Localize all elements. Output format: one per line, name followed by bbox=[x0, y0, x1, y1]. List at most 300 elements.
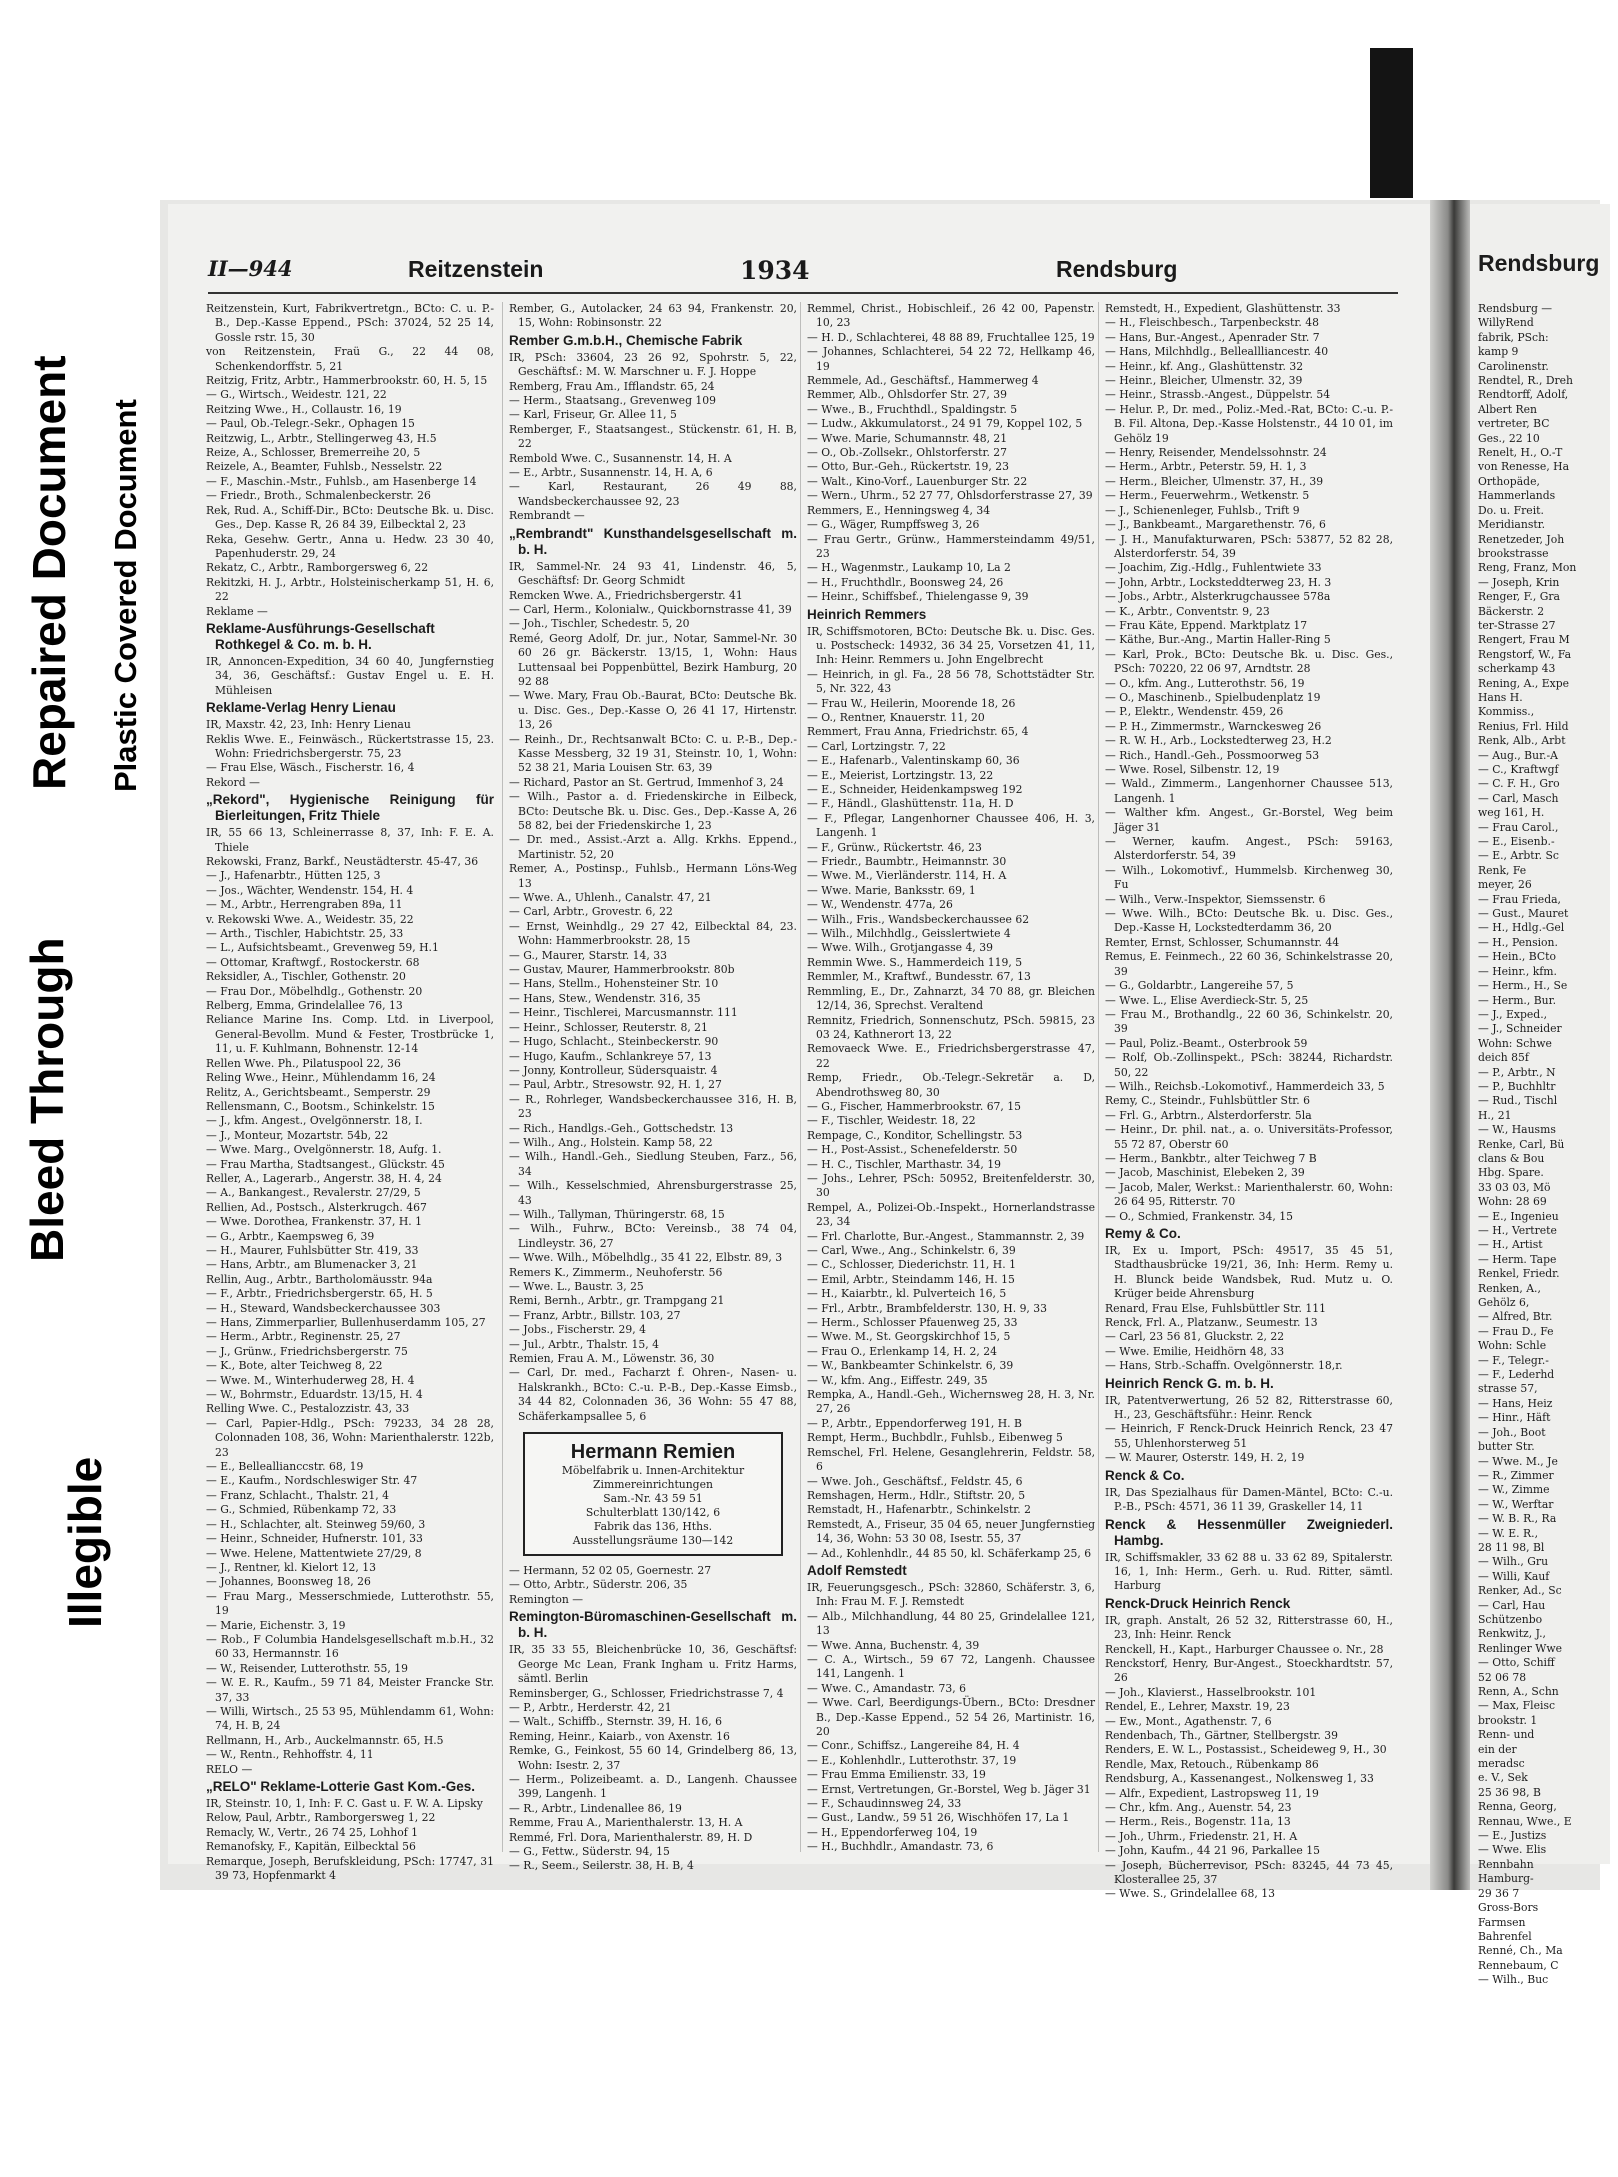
directory-entry: Remi, Bernh., Arbtr., gr. Trampgang 21 bbox=[509, 1294, 725, 1308]
directory-entry: — R., Rohrleger, Wandsbeckerchaussee 316, H. B, 23 bbox=[509, 1092, 797, 1121]
right-page-line: Do. u. Freit. bbox=[1478, 503, 1544, 517]
directory-entry: — G., Fettw., Süderstr. 94, 15 bbox=[509, 1844, 670, 1858]
directory-entry: — Heinrich, F Renck-Druck Heinrich Renck, 23 47 55, Uhlenhorsterweg 51 bbox=[1105, 1422, 1393, 1450]
directory-entry: — Herm., Bleicher, Ulmenstr. 37, H., 39 bbox=[1105, 474, 1324, 488]
directory-entry: — H. D., Schlachterei, 48 88 89, Fruchtallee 125, 19 bbox=[807, 330, 1095, 344]
directory-entry: — Wwe. L., Elise Averdieck-Str. 5, 25 bbox=[1105, 993, 1309, 1007]
directory-firm-heading: Adolf Remstedt bbox=[807, 1562, 907, 1578]
right-page-line: — Herm. Tape bbox=[1478, 1252, 1557, 1266]
directory-entry: — H., Kaiarbtr., kl. Pulverteich 16, 5 bbox=[807, 1287, 1007, 1301]
right-page-line: — Frau D., Fe bbox=[1478, 1324, 1554, 1338]
directory-entry: Reminsberger, G., Schlosser, Friedrichstrasse 7, 4 bbox=[509, 1686, 784, 1700]
advertisement-line: Schulterblatt 130/142, 6 bbox=[585, 1506, 721, 1520]
directory-entry: — Wwe. Helene, Mattentwiete 27/29, 8 bbox=[206, 1546, 422, 1560]
right-page-line: — Wilh., Gru bbox=[1478, 1555, 1549, 1569]
right-page-line: Renk, Alb., Arbt bbox=[1478, 734, 1566, 748]
directory-entry: — Walt., Schiffb., Sternstr. 39, H. 16, 6 bbox=[509, 1715, 722, 1729]
directory-entry: Remacly, W., Vertr., 26 74 25, Lohhof 1 bbox=[206, 1825, 419, 1839]
directory-entry: — C., Schlosser, Diederichstr. 11, H. 1 bbox=[807, 1258, 1016, 1272]
directory-entry: — Hans, Strb.-Schaffn. Ovelgönnerstr. 18,r. bbox=[1105, 1359, 1343, 1373]
directory-entry: — Carl, Papier-Hdlg., PSch: 79233, 34 28 28, Colonnaden 108, 36, Wohn: Marienthalerstr. 122b, 23 bbox=[206, 1416, 494, 1459]
directory-entry: — Paul, Poliz.-Beamt., Osterbrook 59 bbox=[1105, 1036, 1308, 1050]
directory-entry: Rempage, C., Konditor, Schellingstr. 53 bbox=[807, 1128, 1023, 1142]
directory-entry: Remstadt, H., Hafenarbtr., Schinkelstr. 2 bbox=[807, 1503, 1031, 1517]
directory-entry: Reize, A., Schlosser, Bremerreihe 20, 5 bbox=[206, 446, 421, 460]
right-page-line: — Wwe. Elis bbox=[1478, 1843, 1547, 1857]
right-page-line: Ges., 22 10 bbox=[1478, 431, 1540, 445]
directory-entry: Remschel, Frl. Helene, Gesanglehrerin, Feldstr. 58, 6 bbox=[807, 1445, 1095, 1474]
right-page-line: — P., Arbtr., N bbox=[1478, 1065, 1556, 1079]
directory-entry: Renckell, H., Kapt., Harburger Chaussee o. Nr., 28 bbox=[1105, 1642, 1384, 1656]
directory-column-4 bbox=[1098, 302, 1393, 1901]
directory-entry: — Wwe. Mary, Frau Ob.-Baurat, BCto: Deutsche Bk. u. Disc. Ges., Dep.-Kasse O, 26 41 17, Hirtenstr. 13, 26 bbox=[509, 689, 797, 732]
directory-entry: — W., Reisender, Lutterothstr. 55, 19 bbox=[206, 1661, 408, 1675]
directory-entry: — O., Rentner, Knauerstr. 11, 20 bbox=[807, 710, 985, 724]
directory-entry: — Herm., Bankbtr., alter Teichweg 7 B bbox=[1105, 1151, 1317, 1165]
directory-entry: — Wwe. Carl, Beerdigungs-Übern., BCto: Dresdner B., Dep.-Kasse Eppend., 52 54 26, Martinistr. 16, 20 bbox=[807, 1696, 1095, 1738]
directory-entry: — Gustav, Maurer, Hammerbrookstr. 80b bbox=[509, 963, 735, 977]
directory-column-3 bbox=[800, 302, 1095, 1852]
directory-entry: — Henry, Reisender, Mendelssohnstr. 24 bbox=[1105, 446, 1327, 460]
right-page-line: deich 85f bbox=[1478, 1051, 1529, 1065]
directory-entry: — Carl, 23 56 81, Gluckstr. 2, 22 bbox=[1105, 1330, 1285, 1344]
directory-entry: — G., Wäger, Rumpffsweg 3, 26 bbox=[807, 518, 980, 532]
directory-entry: — Wwe., B., Fruchthdl., Spaldingstr. 5 bbox=[807, 402, 1018, 416]
directory-entry: — Frau Gertr., Grünw., Hammersteindamm 49/51, 23 bbox=[807, 532, 1095, 560]
directory-entry: — Frau Emma Emilienstr. 33, 19 bbox=[807, 1768, 986, 1782]
right-page-line: 28 11 98, Bl bbox=[1478, 1540, 1545, 1554]
right-page-line: — Herm., Bur. bbox=[1478, 993, 1557, 1007]
directory-entry: Rek, Rud. A., Schiff-Dir., BCto: Deutsche Bk. u. Disc. Ges., Dep. Kasse R, 26 84 39, Eilbecktal 2, 23 bbox=[206, 503, 494, 532]
directory-entry: Remus, E. Feinmech., 22 60 36, Schinkelstrasse 20, 39 bbox=[1105, 950, 1393, 978]
directory-entry: Remmé, Frl. Dora, Marienthalerstr. 89, H. D bbox=[509, 1830, 753, 1844]
directory-entry: Remke, G., Feinkost, 55 60 14, Grindelberg 86, 13, Wohn: Isestr. 2, 37 bbox=[509, 1744, 797, 1772]
directory-entry: — E., Arbtr., Susannenstr. 14, H. A, 6 bbox=[509, 466, 713, 480]
directory-entry: Reksidler, A., Tischler, Gothenstr. 20 bbox=[206, 970, 406, 984]
directory-entry: — Jobs., Fischerstr. 29, 4 bbox=[509, 1323, 647, 1337]
right-page-line: Hans H. bbox=[1478, 690, 1523, 704]
directory-entry: — Franz, Schlacht., Thalstr. 21, 4 bbox=[206, 1488, 389, 1502]
directory-entry: — Frau Else, Wäsch., Fischerstr. 16, 4 bbox=[206, 761, 415, 775]
right-page-line: — Willi, Kauf bbox=[1478, 1569, 1550, 1583]
right-page-line: Renkwitz, J., bbox=[1478, 1627, 1546, 1641]
right-page-line: Farmsen bbox=[1478, 1915, 1526, 1929]
directory-entry: IR, Das Spezialhaus für Damen-Mäntel, BCto: C.-u. P.-B., PSch: 4571, 36 11 39, Graskeller 14, 11 bbox=[1105, 1485, 1393, 1514]
right-page-line: Hamburg- bbox=[1478, 1872, 1534, 1886]
directory-entry: Rekitzki, H. J., Arbtr., Holsteinischerkamp 51, H. 6, 22 bbox=[206, 575, 494, 604]
directory-entry: Reka, Gesehw. Gertr., Anna u. Hedw. 23 30 40, Papenhuderstr. 29, 24 bbox=[206, 532, 494, 560]
right-page-line: meyer, 26 bbox=[1478, 878, 1532, 892]
directory-entry: — Wwe. Marie, Schumannstr. 48, 21 bbox=[807, 431, 1008, 445]
right-page-line: Renk, Fe bbox=[1478, 863, 1527, 877]
directory-entry: — Jobs., Arbtr., Alsterkrugchaussee 578a bbox=[1105, 590, 1331, 604]
directory-entry: — W., Bankbeamter Schinkelstr. 6, 39 bbox=[807, 1359, 1014, 1373]
right-page-line: Rennau, Wwe., E bbox=[1478, 1814, 1572, 1828]
directory-entry: — Johs., Lehrer, PSch: 50952, Breitenfelderstr. 30, 30 bbox=[807, 1171, 1095, 1200]
right-page-line: — H., Artist bbox=[1478, 1238, 1543, 1252]
directory-entry: Rembrandt — bbox=[509, 509, 585, 523]
directory-entry: Rellen Wwe. Ph., Pilatuspool 22, 36 bbox=[206, 1056, 401, 1070]
directory-entry: — Wwe. Marie, Banksstr. 69, 1 bbox=[807, 883, 976, 897]
directory-entry: — W., kfm. Ang., Eiffestr. 249, 35 bbox=[807, 1373, 988, 1387]
right-page-line: — Rud., Tischl bbox=[1478, 1094, 1558, 1108]
directory-entry: — W., Bohrmstr., Eduardstr. 13/15, H. 4 bbox=[206, 1388, 423, 1402]
directory-entry: — Herm., Arbtr., Peterstr. 59, H. 1, 3 bbox=[1105, 460, 1307, 474]
directory-entry: — H., Wagenmstr., Laukamp 10, La 2 bbox=[807, 561, 1011, 575]
directory-entry: — Carl, Dr. med., Facharzt f. Ohren-, Nasen- u. Halskrankh., BCto: C.-u. P.-B., Dep.-Kasse Eimsb., 34 44 82, Colonnaden 36, 36 Wohn: 55 47 88, Schäferkampsallee 5, 6 bbox=[509, 1366, 797, 1423]
directory-entry: Remien, Frau A. M., Löwenstr. 36, 30 bbox=[509, 1352, 715, 1366]
directory-entry: — G., Arbtr., Kaempsweg 6, 39 bbox=[206, 1229, 375, 1243]
right-page-line: Wohn: Schle bbox=[1478, 1339, 1547, 1353]
directory-entry: Reitzenstein, Kurt, Fabrikvertretgn., BCto: C. u. P.-B., Dep.-Kasse Eppend., PSch: 37024, 52 25 14, Gossle rstr. 15, 30 bbox=[206, 302, 494, 344]
right-page-line: Rendtorff, Adolf, bbox=[1478, 388, 1569, 402]
directory-entry: Remer, A., Postinsp., Fuhlsb., Hermann Löns-Weg 13 bbox=[509, 862, 797, 890]
directory-entry: — John, Arbtr., Locksteddterweg 23, H. 3 bbox=[1105, 575, 1332, 589]
directory-entry: Remter, Ernst, Schlosser, Schumannstr. 44 bbox=[1105, 935, 1340, 949]
directory-entry: — F., Händl., Glashüttenstr. 11a, H. D bbox=[807, 797, 1014, 811]
scanned-book bbox=[160, 200, 1600, 1987]
header-year: 1934 bbox=[740, 256, 810, 285]
plastic-covered-label: Plastic Covered Document bbox=[108, 399, 143, 792]
right-page-line: — Aug., Bur.-A bbox=[1478, 748, 1558, 762]
directory-entry: — Hugo, Kaufm., Schlankreye 57, 13 bbox=[509, 1049, 712, 1063]
directory-firm-heading: Remington-Büromaschinen-Gesellschaft m. b. H. bbox=[509, 1609, 797, 1641]
right-page-line: H., 21 bbox=[1478, 1108, 1512, 1122]
directory-entry: — Ernst, Vertretungen, Gr.-Borstel, Weg b. Jäger 31 bbox=[807, 1782, 1091, 1796]
directory-entry: — Wilh., Milchhdlg., Geisslertwiete 4 bbox=[807, 927, 1011, 941]
directory-entry: Rellensmann, C., Bootsm., Schinkelstr. 15 bbox=[206, 1099, 435, 1113]
directory-entry: — Heinr., Tischlerei, Marcusmannstr. 111 bbox=[509, 1006, 738, 1020]
right-page-line: — W. E. R., bbox=[1478, 1526, 1539, 1540]
left-page bbox=[168, 204, 1430, 1901]
repaired-document-label: Repaired Document bbox=[23, 355, 75, 790]
directory-entry: Rellin, Aug., Arbtr., Bartholomäusstr. 94a bbox=[206, 1272, 433, 1286]
directory-entry: — Joachim, Zig.-Hdlg., Fuhlentwiete 33 bbox=[1105, 561, 1322, 575]
directory-entry: — J., Rentner, kl. Kielort 12, 13 bbox=[206, 1560, 377, 1574]
right-page-line: Renna, Georg, bbox=[1478, 1800, 1557, 1814]
directory-entry: Remmin Wwe. S., Hammerdeich 119, 5 bbox=[807, 955, 1023, 969]
right-page-line: — Carl, Masch bbox=[1478, 791, 1559, 805]
right-page-partial bbox=[1470, 204, 1610, 1987]
directory-entry: Renard, Frau Else, Fuhlsbüttler Str. 111 bbox=[1105, 1301, 1327, 1315]
directory-entry: — Reinh., Dr., Rechtsanwalt BCto: C. u. P.-B., Dep.-Kasse Messberg, 32 19 31, Steinstr. 10, 1, Wohn: 52 38 21, Maria Louisen Str. 63, 39 bbox=[509, 732, 797, 775]
advertisement-line: Möbelfabrik u. Innen-Architektur bbox=[561, 1464, 745, 1478]
right-page-line: — Heinr., kfm. bbox=[1478, 964, 1557, 978]
directory-entry: Remstedt, A., Friseur, 35 04 65, neuer Jungfernstieg 14, 36, Wohn: 53 30 08, Isestr. 55, 37 bbox=[807, 1517, 1095, 1546]
directory-entry: — O., Schmied, Frankenstr. 34, 15 bbox=[1105, 1209, 1293, 1223]
directory-entry: — Rob., F Columbia Handelsgesellschaft m.b.H., 32 60 33, Hermannstr. 16 bbox=[206, 1632, 494, 1661]
directory-entry: — Paul, Ob.-Telegr.-Sekr., Ophagen 15 bbox=[206, 417, 415, 431]
directory-entry: — Heinr., kf. Ang., Glashüttenstr. 32 bbox=[1105, 359, 1304, 373]
directory-entry: Reklame — bbox=[206, 604, 268, 618]
directory-entry: — Wilh., Kesselschmied, Ahrensburgerstrasse 25, 43 bbox=[509, 1179, 797, 1207]
directory-entry: — Alfr., Expedient, Lastropsweg 11, 19 bbox=[1105, 1786, 1319, 1800]
directory-entry: — Ludw., Akkumulatorst., 24 91 79, Koppel 102, 5 bbox=[807, 417, 1083, 431]
right-page-line: — E., Eisenb.- bbox=[1478, 835, 1555, 849]
directory-entry: Remberg, Frau Am., Ifflandstr. 65, 24 bbox=[509, 379, 715, 393]
side-labels bbox=[0, 0, 165, 2177]
right-page-line: 25 36 98, B bbox=[1478, 1785, 1541, 1799]
directory-entry: — Wwe. Anna, Buchenstr. 4, 39 bbox=[807, 1638, 980, 1652]
directory-entry: — Heinr., Bleicher, Ulmenstr. 32, 39 bbox=[1105, 374, 1303, 388]
directory-entry: — Wwe. Wilh., Grotjangasse 4, 39 bbox=[807, 941, 993, 955]
right-page-line: 52 06 78 bbox=[1478, 1670, 1527, 1684]
directory-entry: Rember, G., Autolacker, 24 63 94, Frankenstr. 20, 15, Wohn: Robinsonstr. 22 bbox=[509, 302, 797, 330]
right-page-line: Gross-Bors bbox=[1478, 1901, 1539, 1915]
right-page-line: — Alfred, Btr. bbox=[1478, 1310, 1553, 1324]
right-page-line: — Wilh., Buc bbox=[1478, 1973, 1549, 1987]
directory-entry: — J., Grünw., Friedrichsbergerstr. 75 bbox=[206, 1344, 408, 1358]
directory-entry: — Friedr., Broth., Schmalenbeckerstr. 26 bbox=[206, 489, 431, 503]
directory-entry: — Karl, Friseur, Gr. Allee 11, 5 bbox=[509, 408, 677, 422]
directory-entry: — M., Arbtr., Herrengraben 89a, 11 bbox=[206, 898, 403, 912]
right-page-line: — F., Telegr.- bbox=[1478, 1353, 1549, 1367]
directory-firm-heading: „Rekord", Hygienische Reinigung für Bierleitungen, Fritz Thiele bbox=[206, 792, 494, 824]
book-gutter bbox=[1430, 200, 1470, 1890]
right-page-line: — Carl, Hau bbox=[1478, 1598, 1546, 1612]
directory-firm-heading: Reklame-Verlag Henry Lienau bbox=[206, 700, 396, 716]
directory-entry: — G., Schmied, Rübenkamp 72, 33 bbox=[206, 1503, 397, 1517]
right-page-line: Reng, Franz, Mon bbox=[1478, 561, 1577, 575]
directory-entry: — E., Kohlenhdlr., Lutterothstr. 37, 19 bbox=[807, 1753, 1017, 1767]
right-page-line: Rengert, Frau M bbox=[1478, 633, 1570, 647]
directory-entry: Relow, Paul, Arbtr., Ramborgersweg 1, 22 bbox=[206, 1811, 436, 1825]
directory-entry: von Reitzenstein, Fraü G., 22 44 08, Schenkendorffstr. 5, 21 bbox=[206, 345, 494, 373]
right-page-line: — H., Vertrete bbox=[1478, 1224, 1557, 1237]
right-page-line: Hbg. Spare. bbox=[1478, 1166, 1544, 1180]
directory-entry: — Rich., Handlgs.-Geh., Gottschedstr. 13 bbox=[509, 1121, 734, 1135]
bleed-through-label: Bleed Through bbox=[21, 937, 73, 1262]
directory-entry: IR, 35 33 55, Bleichenbrücke 10, 36, Geschäftsf: George Mc Lean, Frank Ingham u. Fritz Harms, sämtl. Berlin bbox=[509, 1643, 797, 1686]
directory-entry: Reling Wwe., Heinr., Mühlendamm 16, 24 bbox=[206, 1071, 436, 1085]
directory-entry: Remstedt, H., Expedient, Glashüttenstr. 33 bbox=[1105, 302, 1341, 315]
directory-entry: — Johannes, Schlachterei, 54 22 72, Hellkamp 46, 19 bbox=[807, 345, 1095, 373]
directory-entry: — J. H., Manufakturwaren, PSch: 53877, 52 82 28, Alsterdorferstr. 54, 39 bbox=[1105, 532, 1393, 560]
directory-entry: — G., Goldarbtr., Langereihe 57, 5 bbox=[1105, 979, 1294, 993]
right-page-line: Wohn: Schwe bbox=[1478, 1036, 1552, 1050]
directory-entry: — O., kfm. Ang., Lutterothstr. 56, 19 bbox=[1105, 676, 1305, 690]
directory-entry: — R., Seem., Seilerstr. 38, H. B, 4 bbox=[509, 1859, 694, 1873]
directory-entry: — E., Hafenarb., Valentinskamp 60, 36 bbox=[807, 754, 1020, 768]
directory-entry: — W., Wendenstr. 477a, 26 bbox=[807, 898, 953, 912]
directory-entry: Rendsburg, A., Kassenangest., Nolkensweg 1, 33 bbox=[1105, 1772, 1374, 1786]
directory-entry: — Wilh., Tallyman, Thüringerstr. 68, 15 bbox=[509, 1207, 725, 1221]
directory-entry: Rellien, Ad., Postsch., Alsterkrugch. 467 bbox=[206, 1200, 427, 1214]
directory-entry: — G., Wirtsch., Weidestr. 121, 22 bbox=[206, 388, 387, 402]
directory-entry: — J., Hafenarbtr., Hütten 125, 3 bbox=[206, 869, 381, 883]
right-page-line: — W., Werftar bbox=[1478, 1497, 1554, 1511]
directory-firm-heading: Heinrich Remmers bbox=[807, 606, 927, 622]
directory-entry: — Joseph, Bücherrevisor, PSch: 83245, 44 73 45, Klosterallee 25, 37 bbox=[1105, 1858, 1393, 1887]
directory-entry: — Hans, Milchhdlg., Belleallliancestr. 40 bbox=[1105, 345, 1329, 359]
directory-column-2 bbox=[502, 302, 797, 1873]
directory-entry: — R. W. H., Arb., Lockstedterweg 23, H.2 bbox=[1105, 734, 1332, 748]
directory-entry: — Walther kfm. Angest., Gr.-Borstel, Weg beim Jäger 31 bbox=[1105, 806, 1393, 834]
right-page-line: Rengstorf, W., Fa bbox=[1478, 647, 1572, 661]
directory-entry: — Wwe. Dorothea, Frankenstr. 37, H. 1 bbox=[206, 1215, 423, 1229]
directory-entry: Remé, Georg Adolf, Dr. jur., Notar, Sammel-Nr. 30 60 26 gr. Bäckerstr. 13/15, 1, Wohn: Haus Luttensaal bei Poppenbüttel, Bezirk Hamburg, 20 92 88 bbox=[509, 631, 797, 688]
directory-entry: Reitzwig, L., Arbtr., Stellingerweg 43, H.5 bbox=[206, 431, 437, 445]
header-first-entry: Reitzenstein bbox=[408, 256, 544, 282]
directory-entry: — Heinr., Strassb.-Angest., Düppelstr. 54 bbox=[1105, 388, 1331, 402]
directory-entry: — Gust., Landw., 59 51 26, Wischhöfen 17, La 1 bbox=[807, 1811, 1070, 1825]
directory-entry: Relitz, A., Gerichtsbeamt., Semperstr. 29 bbox=[206, 1085, 431, 1099]
directory-entry: Remy, C., Steindr., Fuhlsbüttler Str. 6 bbox=[1105, 1094, 1310, 1108]
directory-firm-heading: Remy & Co. bbox=[1105, 1226, 1181, 1241]
directory-entry: — Wwe. A., Uhlenh., Canalstr. 47, 21 bbox=[509, 891, 712, 905]
directory-entry: — Jonny, Kontrolleur, Südersquaistr. 4 bbox=[509, 1063, 718, 1077]
directory-entry: — Carl, Lortzingstr. 7, 22 bbox=[807, 739, 946, 753]
directory-entry: — Herm., Staatsang., Grevenweg 109 bbox=[509, 394, 717, 408]
directory-entry: Rekatz, C., Arbtr., Ramborgersweg 6, 22 bbox=[206, 561, 429, 575]
directory-entry: — Herm., Feuerwehrm., Wetkenstr. 5 bbox=[1105, 489, 1310, 503]
directory-entry: — E., Schneider, Heidenkampsweg 192 bbox=[807, 783, 1023, 796]
directory-entry: Renders, E. W. L., Postassist., Scheideweg 9, H., 30 bbox=[1105, 1743, 1387, 1757]
right-page-line: Renlinger Wwe bbox=[1478, 1641, 1562, 1655]
directory-entry: — G., Maurer, Starstr. 14, 33 bbox=[509, 948, 667, 962]
directory-entry: — Hans, Zimmerparlier, Bullenhuserdamm 105, 27 bbox=[206, 1316, 486, 1329]
right-page-line: Bäckerstr. 2 bbox=[1478, 604, 1545, 618]
right-page-line: — C. F. H., Gro bbox=[1478, 777, 1560, 791]
right-page-line: 29 36 7 bbox=[1478, 1886, 1520, 1900]
directory-entry: — Frau Marg., Messerschmiede, Lutterothstr. 55, 19 bbox=[206, 1589, 494, 1618]
directory-entry: — Otto, Arbtr., Süderstr. 206, 35 bbox=[509, 1578, 688, 1592]
right-page-line: — R., Zimmer bbox=[1478, 1468, 1554, 1482]
directory-entry: — P., Elektr., Wendenstr. 459, 26 bbox=[1105, 705, 1284, 719]
directory-entry: — Wwe. M., Winterhuderweg 28, H. 4 bbox=[206, 1373, 415, 1387]
directory-entry: Removaeck Wwe. E., Friedrichsbergerstrasse 47, 22 bbox=[807, 1042, 1095, 1070]
directory-entry: — Wwe. Marg., Ovelgönnerstr. 18, Aufg. 1. bbox=[206, 1143, 442, 1157]
directory-entry: — Frau Dor., Möbelhdlg., Gothenstr. 20 bbox=[206, 984, 423, 998]
directory-entry: — P. H., Zimmermstr., Warnckesweg 26 bbox=[1105, 719, 1322, 733]
directory-entry: — J., Bankbeamt., Margarethenstr. 76, 6 bbox=[1105, 518, 1326, 532]
directory-entry: — Ad., Kohlenhdlr., 44 85 50, kl. Schäferkamp 25, 6 bbox=[807, 1546, 1092, 1560]
right-page-line: Carolinenstr. bbox=[1478, 359, 1549, 373]
right-page-line: Wohn: 28 69 bbox=[1478, 1195, 1547, 1209]
right-page-line: Renn, A., Schn bbox=[1478, 1685, 1559, 1698]
directory-entry: — Frau O., Erlenkamp 14, H. 2, 24 bbox=[807, 1344, 997, 1358]
directory-entry: — E., Kaufm., Nordschleswiger Str. 47 bbox=[206, 1474, 418, 1488]
right-page-line: — F., Lederhd bbox=[1478, 1368, 1555, 1382]
advertisement-line: Zimmereinrichtungen bbox=[593, 1478, 713, 1492]
directory-entry: IR, PSch: 33604, 23 26 92, Spohrstr. 5, 22, Geschäftsf.: M. W. Marschner u. F. J. Hoppe bbox=[509, 350, 797, 379]
right-page-line: von Renesse, Ha bbox=[1478, 460, 1570, 474]
directory-entry: — Wilh., Handl.-Geh., Siedlung Steuben, Farz., 56, 34 bbox=[509, 1150, 797, 1178]
directory-entry: — Jacob, Maschinist, Elebeken 2, 39 bbox=[1105, 1166, 1305, 1180]
right-page-line: — J., Schneider bbox=[1478, 1022, 1562, 1036]
right-page-line: vertreter, BC bbox=[1478, 417, 1550, 431]
directory-entry: — Ernst, Weinhdlg., 29 27 42, Eilbecktal 84, 23. Wohn: Hammerbrookstr. 28, 15 bbox=[509, 919, 797, 948]
directory-entry: IR, Annoncen-Expedition, 34 60 40, Jungfernstieg 34, 36, Geschäftsf.: Gustav Engel u. E. H. Mühleisen bbox=[206, 654, 494, 697]
directory-entry: RELO — bbox=[206, 1762, 253, 1776]
right-page-line: butter Str. bbox=[1478, 1440, 1535, 1454]
directory-entry: — H., Buchhdlr., Amandastr. 73, 6 bbox=[807, 1840, 994, 1854]
directory-entry: — Karl, Prok., BCto: Deutsche Bk. u. Disc. Ges., PSch: 70220, 22 06 97, Arndtstr. 28 bbox=[1105, 647, 1393, 676]
directory-entry: — H., Fruchthdlr., Boonsweg 24, 26 bbox=[807, 575, 1004, 589]
directory-entry: Rempka, A., Handl.-Geh., Wichernsweg 28, H. 3, Nr. 27, 26 bbox=[807, 1388, 1095, 1416]
directory-entry: — Heinr., Schlosser, Reuterstr. 8, 21 bbox=[509, 1020, 708, 1034]
directory-entry: Remington — bbox=[509, 1592, 584, 1606]
directory-entry: — Arth., Tischler, Habichtstr. 25, 33 bbox=[206, 927, 404, 941]
directory-entry: — Richard, Pastor an St. Gertrud, Immenhof 3, 24 bbox=[509, 775, 784, 789]
right-page-line: brookstr. 1 bbox=[1478, 1713, 1538, 1727]
directory-entry: Remmers, E., Henningsweg 4, 34 bbox=[807, 503, 991, 517]
right-page-line: kamp 9 bbox=[1478, 345, 1519, 359]
directory-entry: — Otto, Bur.-Geh., Rückertstr. 19, 23 bbox=[807, 460, 1009, 474]
directory-entry: — Wwe. M., Vierländerstr. 114, H. A bbox=[807, 869, 1007, 883]
directory-entry: — Ottomar, Kraftwgf., Rostockerstr. 68 bbox=[206, 955, 420, 969]
directory-entry: Remarque, Joseph, Berufskleidung, PSch: 17747, 31 39 73, Hopfenmarkt 4 bbox=[206, 1854, 494, 1883]
directory-entry: — Willi, Wirtsch., 25 53 95, Mühlendamm 61, Wohn: 74, H. B, 24 bbox=[206, 1704, 494, 1733]
directory-entry: — Werner, kaufm. Angest., PSch: 59163, Alsterdorferstr. 54, 39 bbox=[1105, 835, 1393, 863]
right-page-line: — E., Justizs bbox=[1478, 1829, 1547, 1843]
directory-entry: — Karl, Restaurant, 26 49 88, Wandsbeckerchaussee 92, 23 bbox=[509, 480, 797, 508]
directory-entry: — Hans, Stellm., Hohensteiner Str. 10 bbox=[509, 977, 719, 991]
directory-entry: Rekord — bbox=[206, 775, 260, 789]
right-page-line: Rennbahn bbox=[1478, 1857, 1534, 1871]
header-rule bbox=[208, 292, 1398, 294]
directory-entry: — F., Grünw., Rückertstr. 46, 23 bbox=[807, 840, 982, 854]
right-page-line: — Joh., Boot bbox=[1478, 1425, 1546, 1439]
directory-entry: — Hugo, Schlacht., Steinbeckerstr. 90 bbox=[509, 1035, 719, 1049]
directory-entry: Remmele, Ad., Geschäftsf., Hammerweg 4 bbox=[807, 374, 1039, 388]
right-page-line: — Max, Fleisc bbox=[1478, 1699, 1556, 1713]
directory-entry: Rempel, A., Polizei-Ob.-Inspekt., Hornerlandstrasse 23, 34 bbox=[807, 1200, 1095, 1229]
directory-entry: — Carl, Herm., Kolonialw., Quickbornstrasse 41, 39 bbox=[509, 602, 792, 616]
directory-entry: Rendle, Max, Retouch., Rübenkamp 86 bbox=[1105, 1757, 1319, 1771]
right-page-line: Renkel, Friedr. bbox=[1478, 1267, 1560, 1281]
right-page-line: — Frau Carol., bbox=[1478, 820, 1559, 834]
directory-entry: IR, Schiffsmotoren, BCto: Deutsche Bk. u. Disc. Ges. u. Postscheck: 14932, 36 34 25, Vorsetzen 41, 11, Inh: Heinr. Remmers u. John Engelbrecht bbox=[807, 624, 1095, 667]
right-page-line: Renken, A., bbox=[1478, 1281, 1541, 1295]
directory-entry: — Herm., Reis., Bogenstr. 11a, 13 bbox=[1105, 1815, 1291, 1829]
directory-entry: Remmert, Frau Anna, Friedrichstr. 65, 4 bbox=[807, 725, 1029, 739]
directory-entry: — Joh., Klavierst., Hasselbrookstr. 101 bbox=[1105, 1685, 1317, 1699]
directory-entry: Remmel, Christ., Hobischleif., 26 42 00, Papenstr. 10, 23 bbox=[807, 302, 1095, 330]
directory-entry: — H., Steward, Wandsbeckerchaussee 303 bbox=[206, 1301, 441, 1315]
right-page-line: strasse 57, bbox=[1478, 1382, 1538, 1396]
directory-firm-heading: Reklame-Ausführungs-Gesellschaft Rothkegel & Co. m. b. H. bbox=[206, 620, 435, 652]
directory-entry: Relling Wwe. C., Pestalozzistr. 43, 33 bbox=[206, 1402, 410, 1416]
directory-entry: Remanofsky, F., Kapitän, Eilbecktal 56 bbox=[206, 1840, 416, 1854]
directory-entry: Remcken Wwe. A., Friedrichsbergerstr. 41 bbox=[509, 588, 743, 602]
directory-entry: — Joh., Uhrm., Friedenstr. 21, H. A bbox=[1105, 1829, 1298, 1843]
right-page-line: Renker, Ad., Sc bbox=[1478, 1584, 1562, 1598]
directory-entry: — Heinrich, in gl. Fa., 28 56 78, Schottstädter Str. 5, Nr. 322, 43 bbox=[807, 667, 1095, 696]
right-page-line: — P., Buchhltr bbox=[1478, 1079, 1556, 1093]
directory-entry: Remmler, M., Kraftwf., Bundesstr. 67, 13 bbox=[807, 970, 1031, 984]
right-page-line: Hammerlands bbox=[1478, 489, 1556, 503]
directory-entry: — Conr., Schiffsz., Langereihe 84, H. 4 bbox=[807, 1739, 1020, 1753]
directory-entry: — H., Schlachter, alt. Steinweg 59/60, 3 bbox=[206, 1517, 426, 1531]
right-page-line: — Joseph, Krin bbox=[1478, 575, 1560, 589]
directory-firm-heading: Rember G.m.b.H., Chemische Fabrik bbox=[509, 332, 743, 348]
right-page-line: brookstrasse bbox=[1478, 546, 1549, 560]
right-page-line: — Gust., Mauret bbox=[1478, 907, 1569, 921]
directory-entry: — Frl. G., Arbtrn., Alsterdorferstr. 5la bbox=[1105, 1108, 1312, 1122]
directory-entry: — R., Arbtr., Lindenallee 86, 19 bbox=[509, 1801, 682, 1815]
directory-entry: — Frau W., Heilerin, Moorende 18, 26 bbox=[807, 696, 1016, 710]
right-page-line: — Hein., BCto bbox=[1478, 950, 1556, 964]
directory-entry: — Jos., Wächter, Wendenstr. 154, H. 4 bbox=[206, 883, 414, 897]
directory-entry: Remmer, Alb., Ohlsdorfer Str. 27, 39 bbox=[807, 388, 1007, 402]
page-header bbox=[208, 256, 1408, 292]
right-page-line: — Otto, Schiff bbox=[1478, 1656, 1555, 1670]
right-page-column bbox=[1478, 250, 1618, 1988]
page-number: II—944 bbox=[208, 256, 293, 281]
directory-entry: — Wilh., Lokomotivf., Hummelsb. Kirchenweg 30, Fu bbox=[1105, 863, 1393, 892]
right-page-line: — Hans, Heiz bbox=[1478, 1396, 1553, 1410]
